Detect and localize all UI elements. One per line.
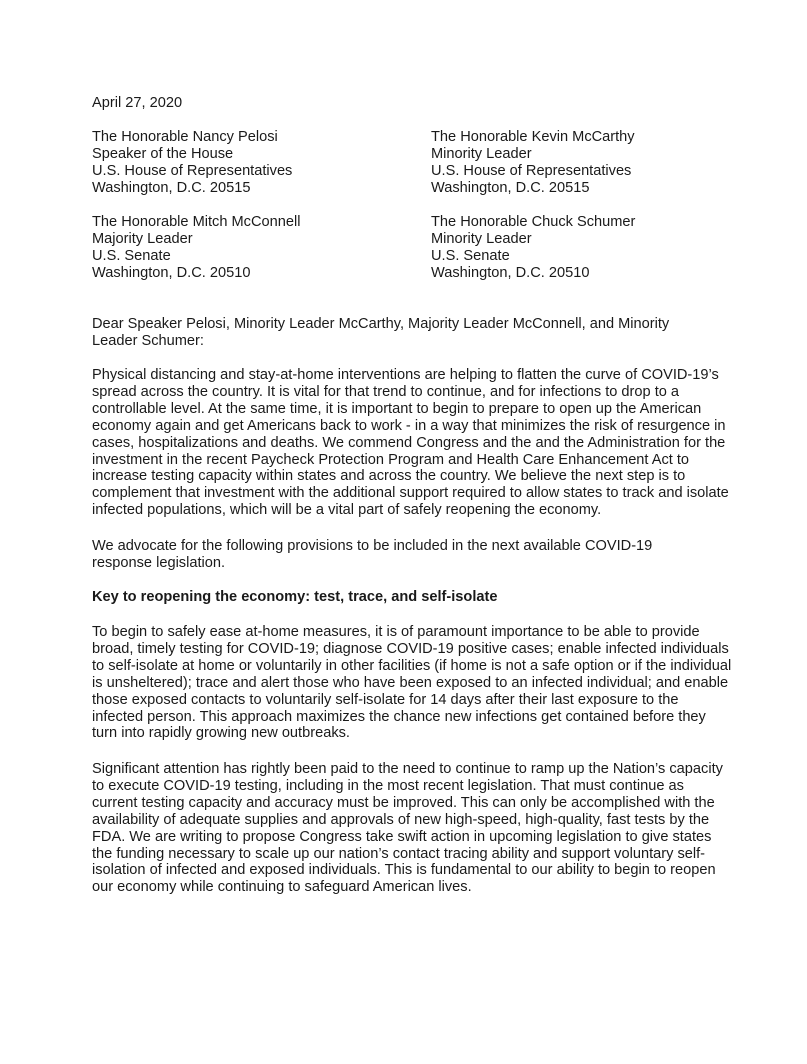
paragraph-text: To begin to safely ease at-home measures, it is of paramount importance to be able to provide broad, timely testing for COVID-19; diagnose COVID-19 positive cases; enable infected individuals to self-isolate at home or voluntarily in other facilities (if home is not a safe option or if the individual is unsheltered); trace and alert those who have been exposed to an infected individual; and enable those exposed contacts to voluntarily self-isolate for 14 days after their last exposure to the infected person. This approach maximizes the chance new infections get contained before they turn into rapidly growing new outbreaks. — [92, 624, 732, 742]
paragraph-testing — [92, 624, 732, 742]
addressee-mcconnell — [92, 214, 412, 282]
addressee-city: Washington, D.C. 20510 — [92, 264, 251, 281]
paragraph-text: Significant attention has rightly been paid to the need to continue to ramp up the Nation’s capacity to execute COVID-19 testing, including in the most recent legislation. That must continue as current testing capacity and accuracy must be improved. This can only be accomplished with the availability of adequate supplies and approvals of new high-speed, high-quality, fast tests by the FDA. We are writing to propose Congress take swift action in upcoming legislation to give states the funding necessary to scale up our nation’s contact tracing ability and support voluntary self-isolation of infected and exposed individuals. This is fundamental to our ability to begin to reopen our economy while continuing to safeguard American lives. — [92, 761, 723, 896]
section-heading: Key to reopening the economy: test, trace, and self-isolate — [92, 589, 498, 605]
addressee-mccarthy — [431, 129, 751, 197]
addressee-city: Washington, D.C. 20515 — [92, 179, 251, 196]
addressee-name: The Honorable Chuck Schumer — [431, 214, 636, 230]
paragraph-contact-tracing — [92, 761, 732, 896]
addressee-body: U.S. House of Representatives — [431, 162, 632, 179]
paragraph-advocacy — [92, 538, 692, 572]
addressee-title: Speaker of the House — [92, 145, 234, 162]
addressee-city: Washington, D.C. 20510 — [431, 264, 590, 281]
addressee-name: The Honorable Mitch McConnell — [92, 214, 301, 230]
paragraph-intro — [92, 367, 732, 519]
salutation — [92, 316, 692, 350]
addressee-title: Majority Leader — [92, 230, 193, 247]
addressee-pelosi — [92, 129, 412, 197]
addressee-title: Minority Leader — [431, 145, 532, 162]
paragraph-text: Physical distancing and stay-at-home interventions are helping to flatten the curve of COVID-19’s spread across the country. It is vital for that trend to continue, and for infections to drop to a controllable level. At the same time, it is important to begin to prepare to open up the American economy again and get Americans back to work - in a way that minimizes the risk of resurgence in cases, hospitalizations and deaths. We commend Congress and the and the Administration for the investment in the recent Paycheck Protection Program and Health Care Enhancement Act to increase testing capacity within states and across the country. We believe the next step is to complement that investment with the additional support required to allow states to track and isolate infected populations, which will be a vital part of safely reopening the economy. — [92, 367, 729, 519]
addressee-body: U.S. Senate — [431, 247, 510, 264]
paragraph-text: We advocate for the following provisions to be included in the next available COVID-19 response legislation. — [92, 538, 653, 571]
addressee-title: Minority Leader — [431, 230, 532, 247]
addressee-name: The Honorable Kevin McCarthy — [431, 129, 635, 145]
addressee-body: U.S. House of Representatives — [92, 162, 293, 179]
addressee-schumer — [431, 214, 751, 282]
salutation-text: Dear Speaker Pelosi, Minority Leader McCarthy, Majority Leader McConnell, and Minority Leader Schumer: — [92, 316, 670, 349]
addressee-body: U.S. Senate — [92, 247, 171, 264]
letter-date: April 27, 2020 — [92, 95, 183, 111]
addressee-city: Washington, D.C. 20515 — [431, 179, 590, 196]
addressee-name: The Honorable Nancy Pelosi — [92, 129, 278, 145]
